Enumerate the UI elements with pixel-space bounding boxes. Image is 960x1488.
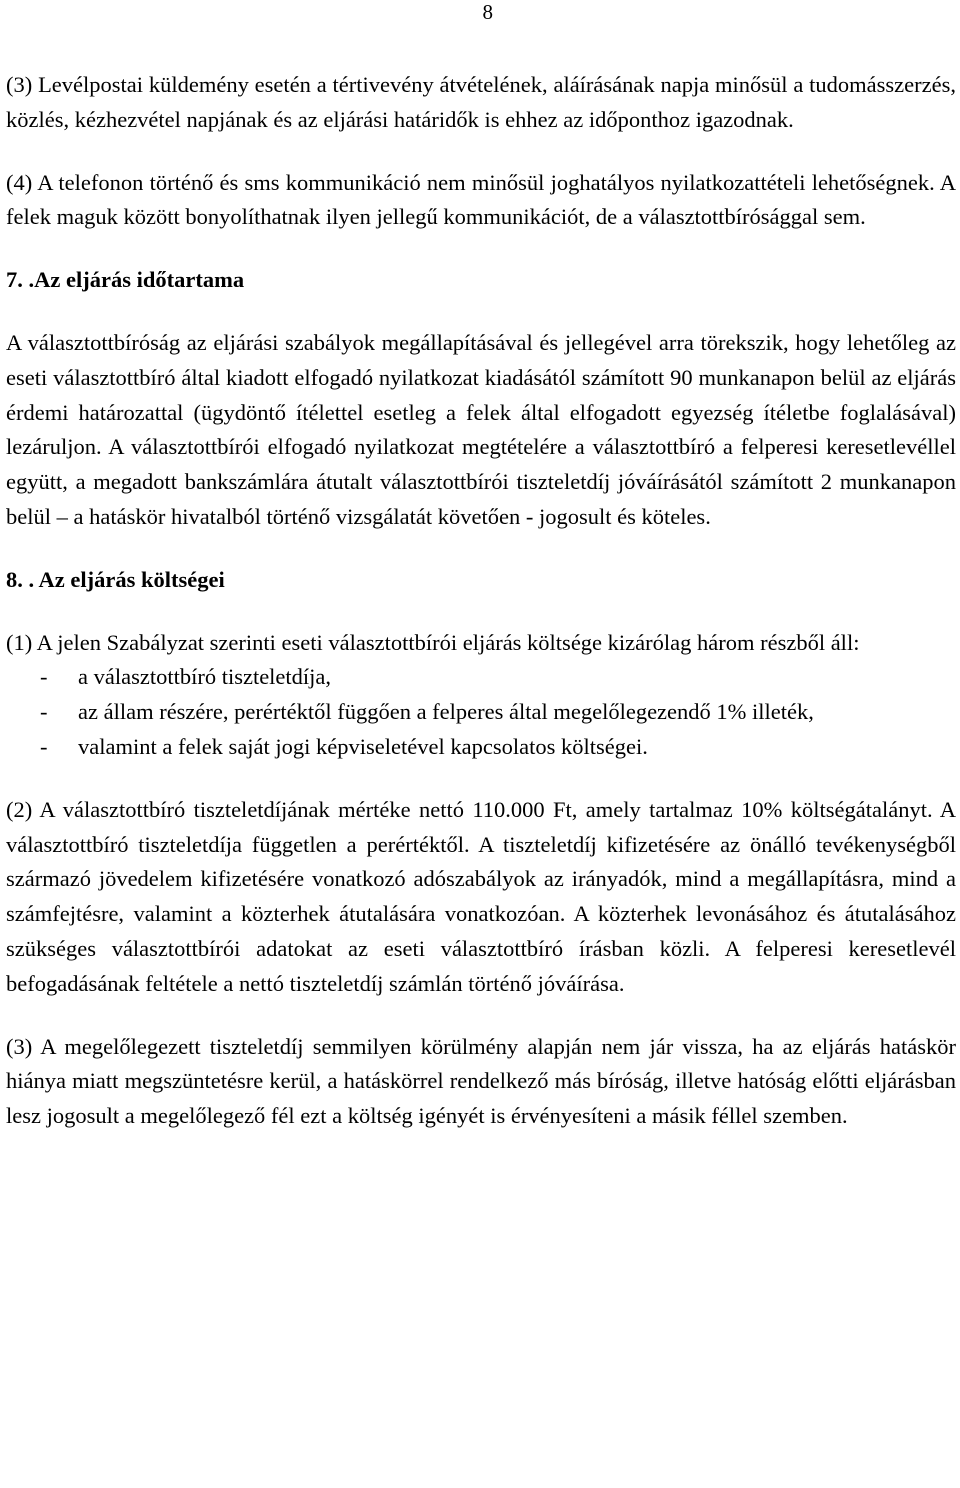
paragraph-4-telefon: (4) A telefonon történő és sms kommunikáció nem minősül joghatályos nyilatkozattételi lehetőségnek. A felek maguk között bonyolíthatnak ilyen jellegű kommunikációt, de a választottbírósággal sem. bbox=[6, 169, 956, 230]
section-8-heading: 8. . Az eljárás költségei bbox=[6, 566, 225, 592]
section-8-paragraph-2: (2) A választottbíró tiszteletdíjának mértéke nettó 110.000 Ft, amely tartalmaz 10% költségátalányt. A választottbíró tiszteletdíja független a perértéktől. A tiszteletdíj kifizetésére az önálló tevékenységből származó jövedelem kifizetésére vonatkozó adószabályok az irányadók, mind a megállapításra, mind a számfejtésre, valamint a közterhek átutalására vonatkozóan. A közterhek levonásához és átutalásához szükséges választottbírói adatokat az eseti választottbíró írásban közli. A felperesi keresetlevél befogadásának feltétele a nettó tiszteletdíj számlán történő jóváírása. bbox=[6, 796, 956, 996]
section-8-paragraph-1: (1) A jelen Szabályzat szerinti eseti választottbírói eljárás költsége kizárólag három részből áll: bbox=[6, 629, 860, 655]
page-number: 8 bbox=[482, 0, 493, 24]
list-dash: - bbox=[40, 733, 48, 759]
list-dash: - bbox=[40, 664, 48, 690]
list-item bbox=[6, 660, 956, 695]
list-item bbox=[6, 730, 956, 765]
list-item-text: valamint a felek saját jogi képviseletével kapcsolatos költségei. bbox=[78, 733, 648, 759]
cost-components-list bbox=[6, 660, 956, 764]
paragraph-3-levelpostai: (3) Levélpostai küldemény esetén a tértivevény átvételének, aláírásának napja minősül a tudomásszerzés, közlés, kézhezvétel napjának és az eljárási határidők is ehhez az időponthoz igazodnak. bbox=[6, 72, 956, 132]
section-7-body: A választottbíróság az eljárási szabályok megállapításával és jellegével arra törekszik, hogy lehetőleg az eseti választottbíró által kiadott elfogadó nyilatkozat kiadásától számított 90 munkanapon belül az eljárás érdemi határozattal (ügydöntő ítélettel esetleg a felek által elfogadott egyezség ítéletbe foglalásával) lezáruljon. A választottbírói elfogadó nyilatkozat megtételére a választottbíró a felperesi keresetlevéllel együtt, a megadott bankszámlára átutalt választottbírói tiszteletdíj jóváírásától számított 2 munkanapon belül – a hatáskör hivatalból történő vizsgálatát követően - jogosult és köteles. bbox=[6, 329, 956, 529]
list-item-text: az állam részére, perértéktől függően a felperes által megelőlegezendő 1% illeték, bbox=[78, 699, 814, 725]
list-item bbox=[6, 695, 956, 730]
list-dash: - bbox=[40, 699, 48, 725]
section-7-heading: 7. .Az eljárás időtartama bbox=[6, 267, 245, 293]
document-body bbox=[6, 68, 956, 1134]
section-8-paragraph-3: (3) A megelőlegezett tiszteletdíj semmilyen körülmény alapján nem jár vissza, ha az eljárás hatáskör hiánya miatt megszüntetésre kerül, a hatáskörrel rendelkező más bíróság, illetve hatóság előtti eljárásban lesz jogosult a megelőlegező fél ezt a költség igényét is érvényesíteni a másik féllel szemben. bbox=[6, 1033, 956, 1129]
list-item-text: a választottbíró tiszteletdíja, bbox=[78, 664, 332, 690]
